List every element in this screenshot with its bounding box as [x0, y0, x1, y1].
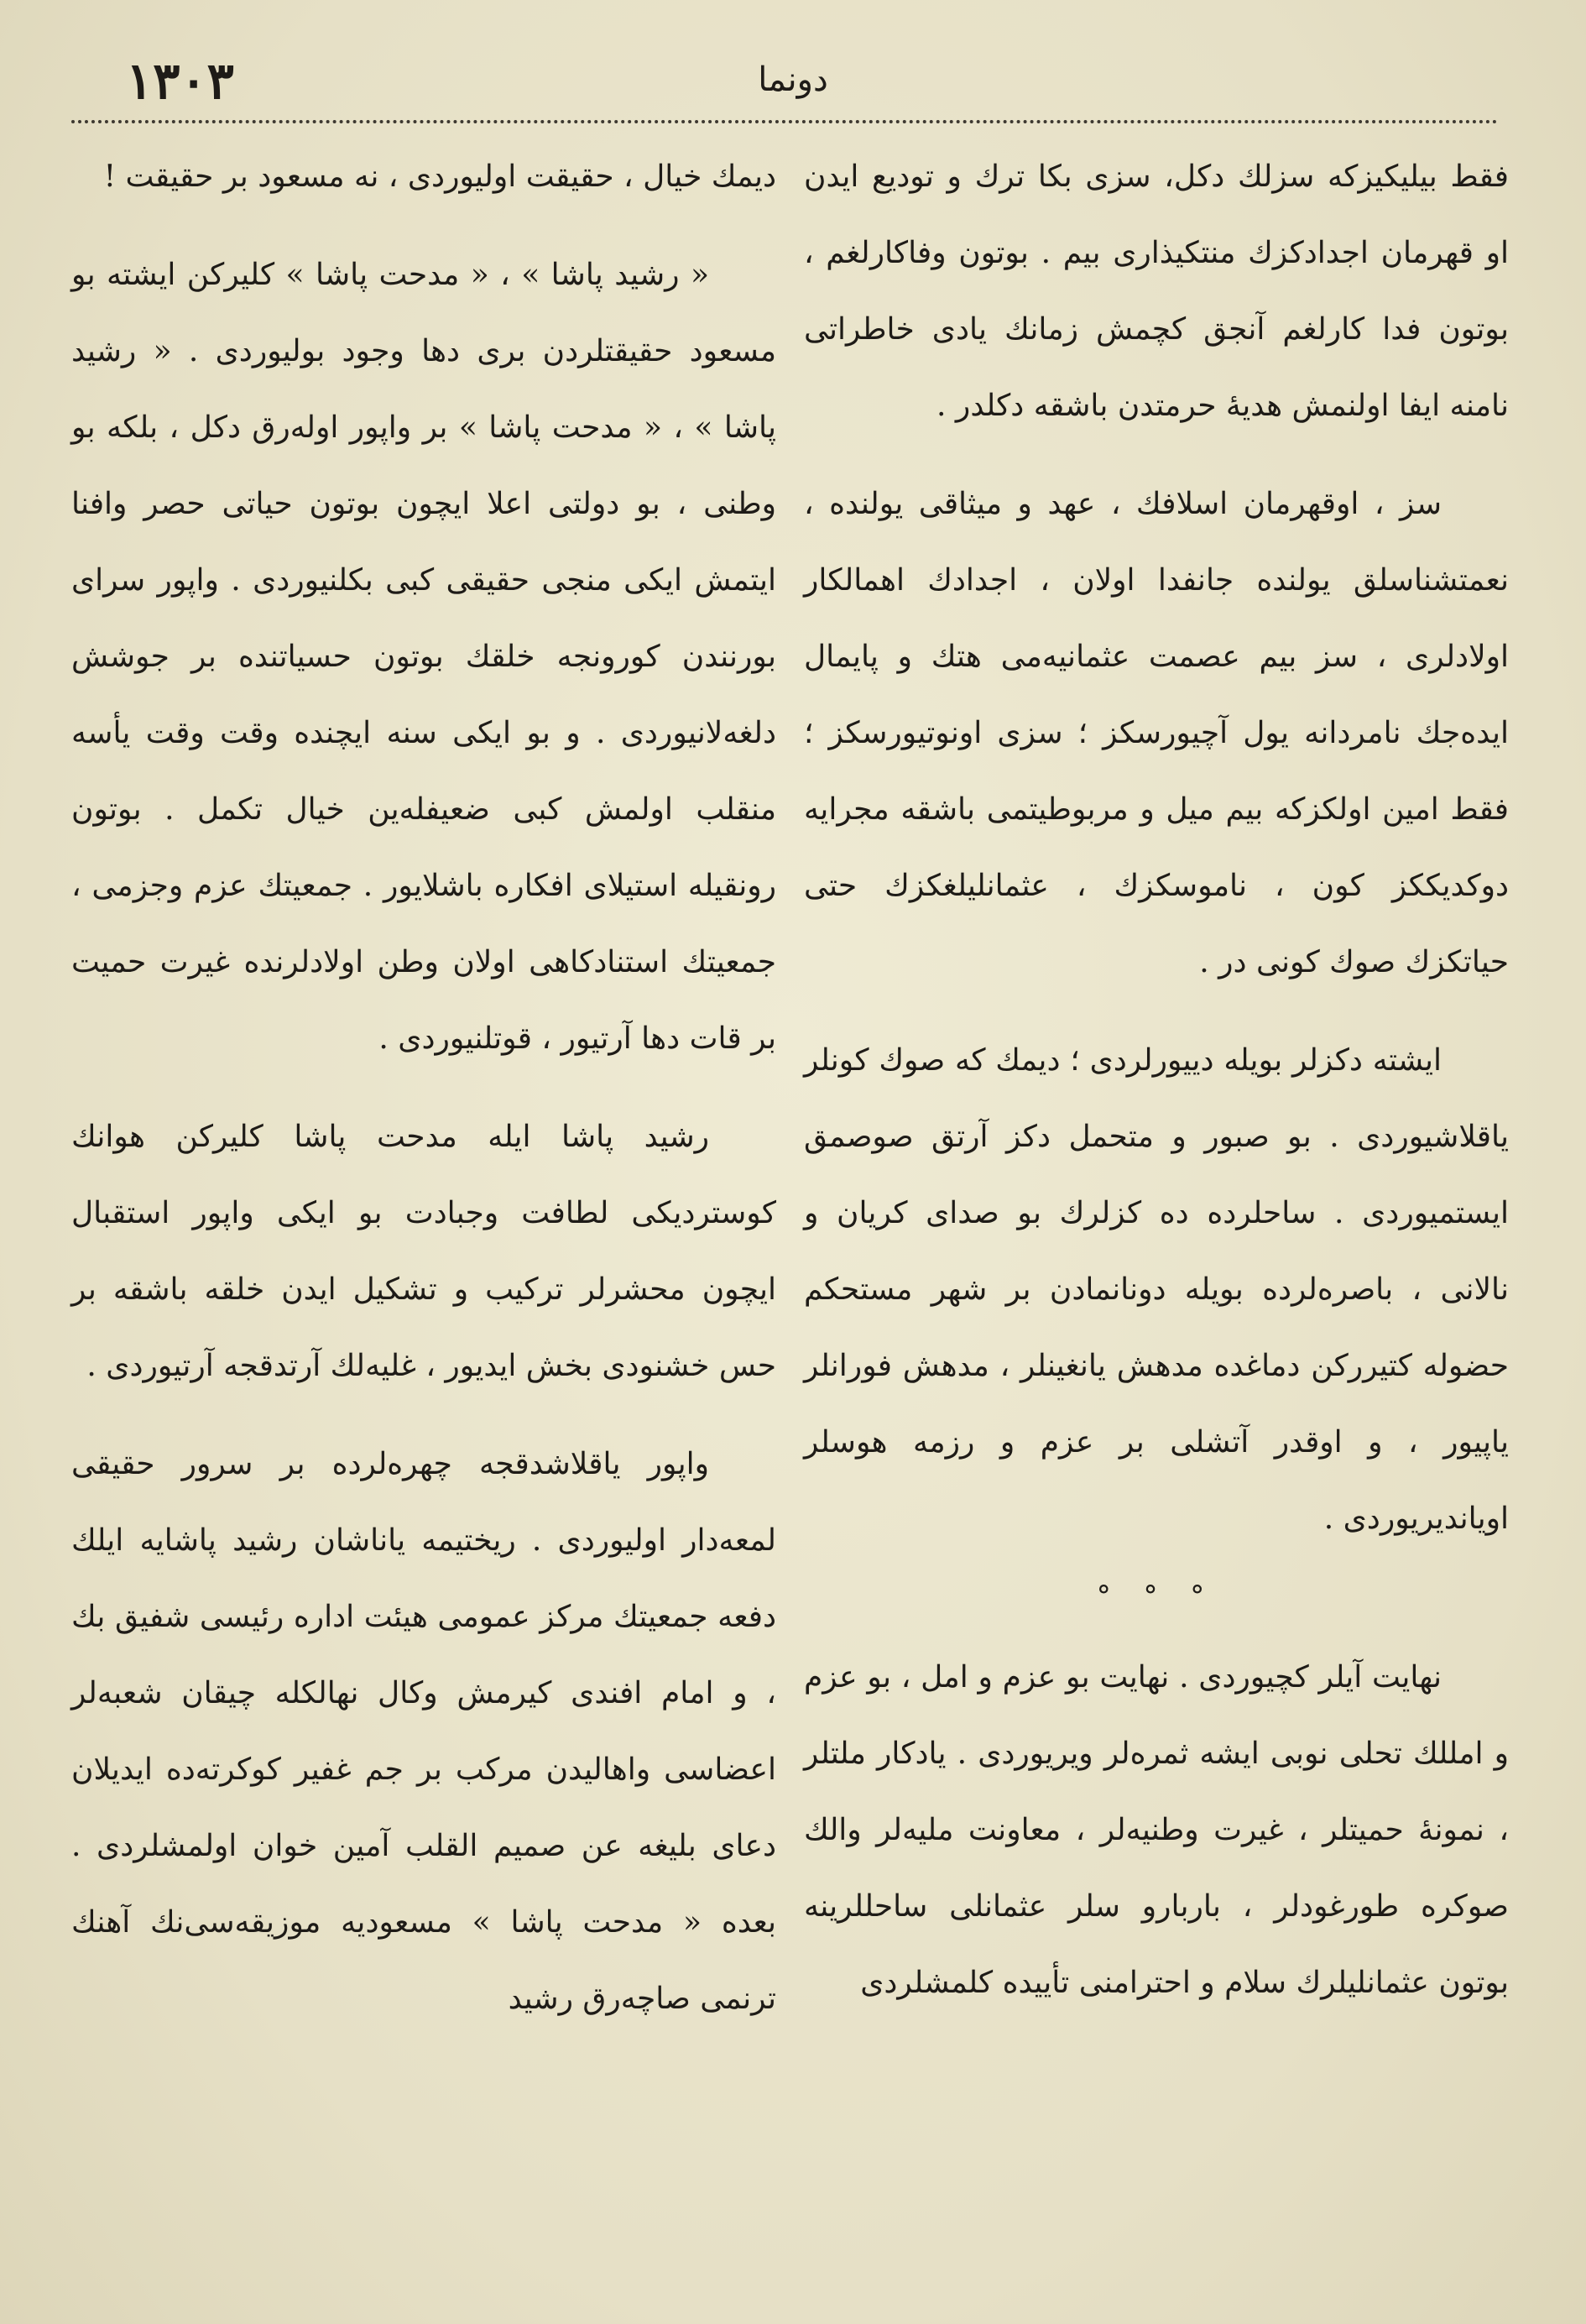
paragraph: سز ، اوقهرمان اسلافك ، عهد و میثاقی یولنده ، نعمتشناسلق یولنده جانفدا اولان ، اجدادك اهمالکار اولادلری ، سز بیم عصمت عثمانیه‌می هتك و پایمال ایده‌جك نامردانه یول آچیورسکز ؛ سزی اونوتیورسکز ؛ فقط امین اولکزکه بیم میل و مربوطیتمی باشقه مجرایه دوکدیککز کون ، ناموسکزك ، عثمانلیلغکزك حتی حیاتکزك صوك کونی در . [804, 487, 1509, 979]
paragraph: ایشته دکزلر بویله دییورلردی ؛ دیمك که صوك کونلر یاقلاشیوردی . بو صبور و متحمل دکز آرتق صوصمق ایستمیوردی . ساحلرده ده کزلرك بو صدای کریان و نالانی ، باصره‌لرده بویله دونانمادن بر شهر مستحکم حضوله کتیررکن دماغده مدهش یانغینلر ، مدهش فورانلر یاپیور ، و اوقدر آتشلی بر عزم و رزمه هوسلر اویاندیریوردی . [804, 1043, 1509, 1536]
paragraph: « رشید پاشا » ، « مدحت پاشا » کلیرکن ایشته بو مسعود حقیقتلردن بری دها وجود بولیوردی . « رشید پاشا » ، « مدحت پاشا » بر واپور اوله‌رق دکل ، بلکه بو وطنی ، بو دولتی اعلا ایچون بوتون حیاتی حصر وافنا ایتمش ایکی منجی حقیقی کبی بکلنیوردی . واپور سرای بورنندن کورونجه خلقك بوتون حسیاتنده بر جوشش دلغه‌لانیوردی . و بو ایکی سنه ایچنده وقت وقت یأسه منقلب اولمش کبی ضعیفله‌ین خیال تکمل . بوتون رونقیله استیلای افکاره باشلایور . جمعیتك عزم وجزمی ، جمعیتك استنادکاهی اولان وطن اولادلرنده غیرت حمیت بر قات دها آرتیور ، قوتلنیوردی . [71, 258, 776, 1056]
running-title: دونما [758, 60, 828, 99]
paragraph: نهایت آیلر کچیوردی . نهایت بو عزم و امل ، بو عزم و امللك تحلی نوبی ایشه ثمره‌لر ویریوردی . یادکار ملتلر ، نمونهٔ حمیتلر ، غیرت وطنیه‌لر ، معاونت ملیه‌لر والك صوکره طورغودلر ، باربارو سلر عثمانلی ساحللرینه بوتون عثمانلیلرك سلام و احترامنی تأییده کلمشلردی [804, 1660, 1509, 2000]
left-column [71, 138, 776, 2295]
paragraph: دیمك خیال ، حقیقت اولیوردی ، نه مسعود بر حقیقت ! [103, 159, 776, 194]
paragraph: فقط بیلیکیزکه سزلك دکل، سزی بکا ترك و تودیع ایدن او قهرمان اجدادکزك منتکیذاری بیم . بوتون وفاکارلغم ، بوتون فدا کارلغم آنجق کچمش زمانك یادی خاطراتی نامنه ایفا اولنمش هدیهٔ حرمتدن باشقه دکلدر . [804, 159, 1509, 423]
paragraph: واپور یاقلاشدقجه چهره‌لرده بر سرور حقیقی لمعه‌دار اولیوردی . ریختیمه یاناشان رشید پاشایه ایلك دفعه جمعیتك مرکز عمومی هیئت اداره رئیسی شفیق بك ، و امام افندی کیرمش وکال نهالکله چیقان شعبه‌لر اعضاسی واهالیدن مرکب بر جم غفیر کوکرته‌ده ایدیلان دعای بلیغه عن صمیم القلب آمین خوان اولمشلردی . بعده « مدحت پاشا » مسعودیه موزیقه‌سی‌نك آهنك ترنمی صاچه‌رق رشید [71, 1447, 776, 2016]
section-ornament: ° ° ° [1096, 1580, 1217, 1613]
page-number: ١٣٠٣ [126, 52, 234, 111]
paragraph: رشید پاشا ایله مدحت پاشا کلیرکن هوانك کوستردیکی لطافت وجبادت بو ایکی واپور استقبال ایچون محشرلر ترکیب و تشکیل ایدن خلقه باشقه بر حس خشنودی بخش ایدیور ، غلیه‌لك آرتدقجه آرتیوردی . [71, 1120, 776, 1383]
header-rule [71, 120, 1498, 123]
right-column [804, 138, 1509, 2295]
